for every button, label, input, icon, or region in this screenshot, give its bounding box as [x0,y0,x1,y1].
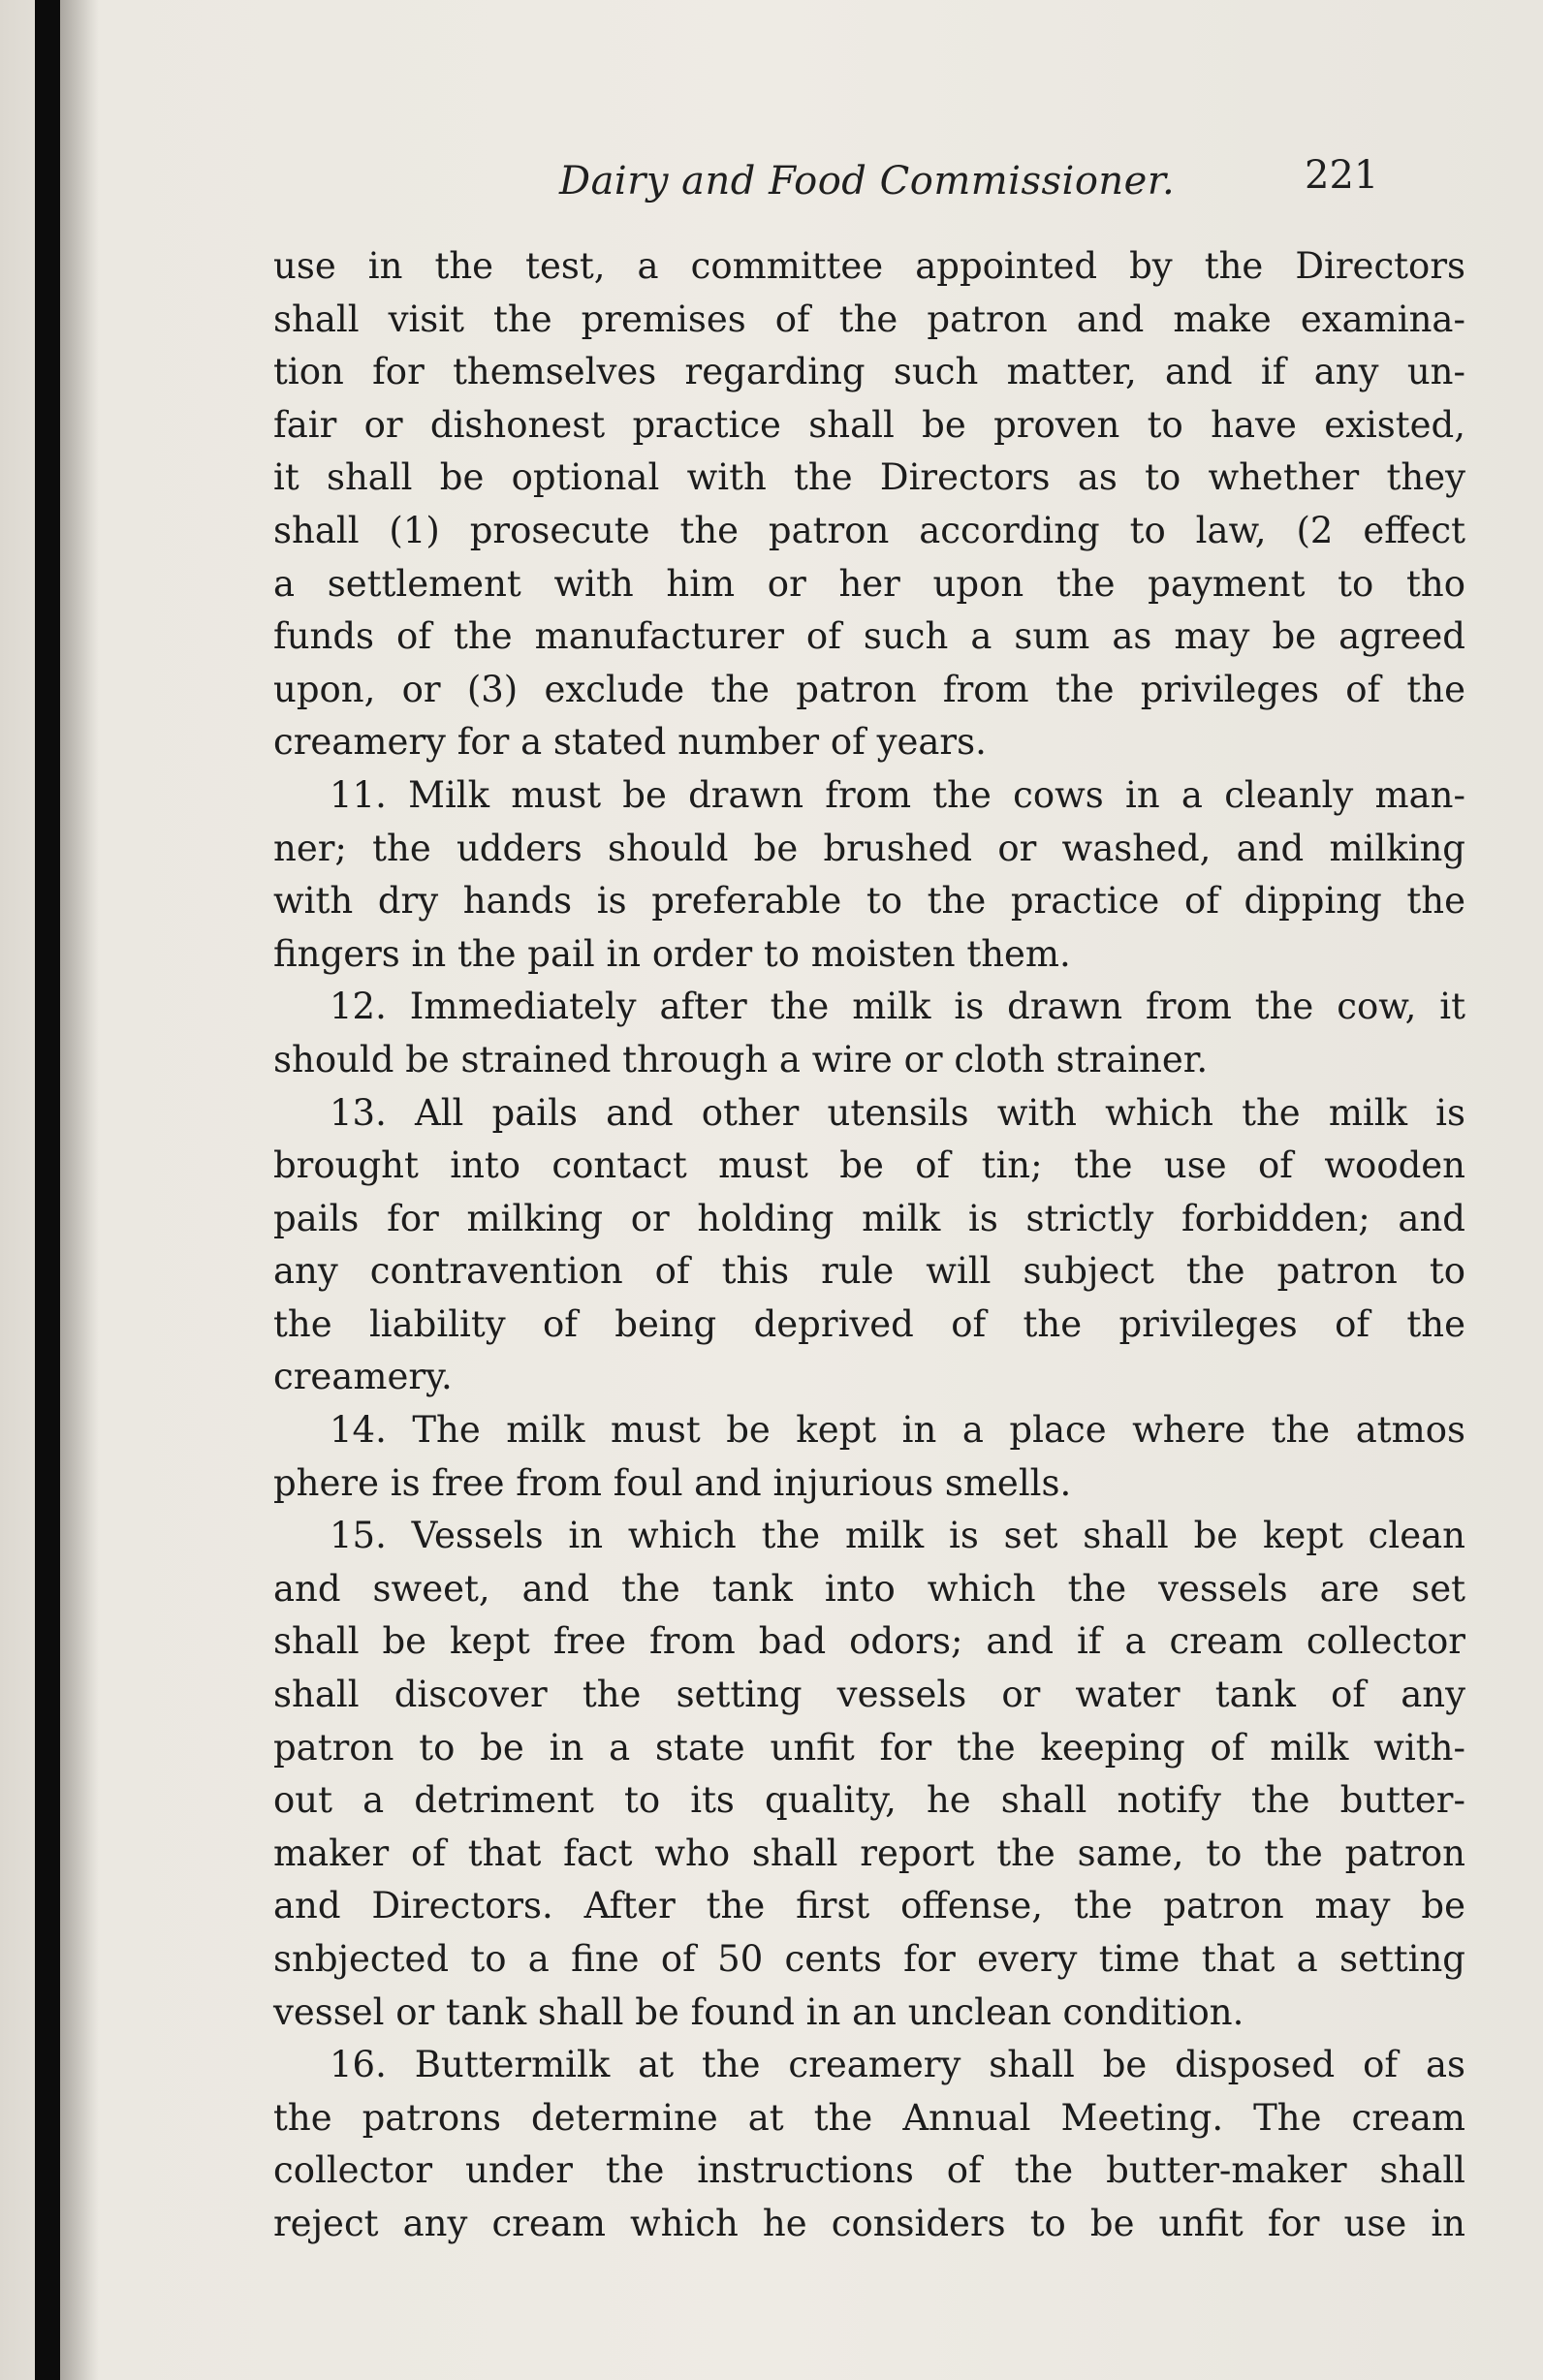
text-line: the patrons determine at the Annual Meeting. The cream [273,2096,1465,2139]
text-line: use in the test, a committee appointed by the Directors [273,245,1465,287]
text-line: ner; the udders should be brushed or washed, and milking [273,827,1465,869]
text-line: vessel or tank shall be found in an unclean condition. [273,1990,1244,2033]
running-title: Dairy and Food Commissioner. [559,159,1176,204]
text-line: brought into contact must be of tin; the use of wooden [273,1144,1465,1187]
text-line: shall (1) prosecute the patron according to law, (2 effect [273,509,1465,551]
text-line: creamery. [273,1356,453,1398]
text-line: reject any cream which he considers to be unfit for use in [273,2202,1465,2244]
text-line: maker of that fact who shall report the same, to the patron [273,1832,1465,1874]
text-line: snbjected to a fine of 50 cents for every time that a setting [273,1938,1465,1980]
text-line: patron to be in a state unfit for the keeping of milk with- [273,1726,1465,1769]
text-line: shall visit the premises of the patron and make examina- [273,298,1465,340]
text-line: with dry hands is preferable to the practice of dipping the [273,880,1465,923]
text-line: fair or dishonest practice shall be proven to have existed, [273,403,1465,446]
text-line: fingers in the pail in order to moisten them. [273,932,1071,975]
text-line: and Directors. After the first offense, the patron may be [273,1885,1465,1927]
text-line: phere is free from foul and injurious smells. [273,1461,1072,1504]
paragraph-12-start: 12. Immediately after the milk is drawn from the cow, it [330,986,1465,1028]
text-line: out a detriment to its quality, he shall notify the butter- [273,1779,1465,1822]
paragraph-14-start: 14. The milk must be kept in a place where the atmos [330,1409,1465,1452]
text-line: the liability of being deprived of the privileges of the [273,1302,1465,1345]
paragraph-15-start: 15. Vessels in which the milk is set shall be kept clean [330,1515,1465,1557]
paragraph-13-start: 13. All pails and other utensils with which the milk is [330,1091,1465,1134]
binding-shadow [60,0,99,2380]
text-line: and sweet, and the tank into which the vessels are set [273,1567,1465,1610]
text-line: creamery for a stated number of years. [273,721,987,764]
page-number: 221 [1305,153,1379,198]
body-text [273,240,1465,2251]
text-line: shall be kept free from bad odors; and if a cream collector [273,1620,1465,1663]
paragraph-11-start: 11. Milk must be drawn from the cows in a cleanly man- [330,773,1465,816]
text-line: any contravention of this rule will subject the patron to [273,1250,1465,1293]
text-line: funds of the manufacturer of such a sum as may be agreed [273,615,1465,658]
text-line: it shall be optional with the Directors as to whether they [273,456,1465,499]
text-line: shall discover the setting vessels or water tank of any [273,1674,1465,1716]
text-line: upon, or (3) exclude the patron from the privileges of the [273,668,1465,710]
text-line: pails for milking or holding milk is strictly forbidden; and [273,1197,1465,1239]
paragraph-16-start: 16. Buttermilk at the creamery shall be disposed of as [330,2044,1465,2086]
text-line: a settlement with him or her upon the payment to tho [273,562,1465,605]
text-line: tion for themselves regarding such matter, and if any un- [273,351,1465,393]
text-line: collector under the instructions of the butter-maker shall [273,2149,1465,2192]
running-head [291,151,1454,209]
binding-edge [35,0,60,2380]
text-line: should be strained through a wire or cloth strainer. [273,1038,1209,1080]
